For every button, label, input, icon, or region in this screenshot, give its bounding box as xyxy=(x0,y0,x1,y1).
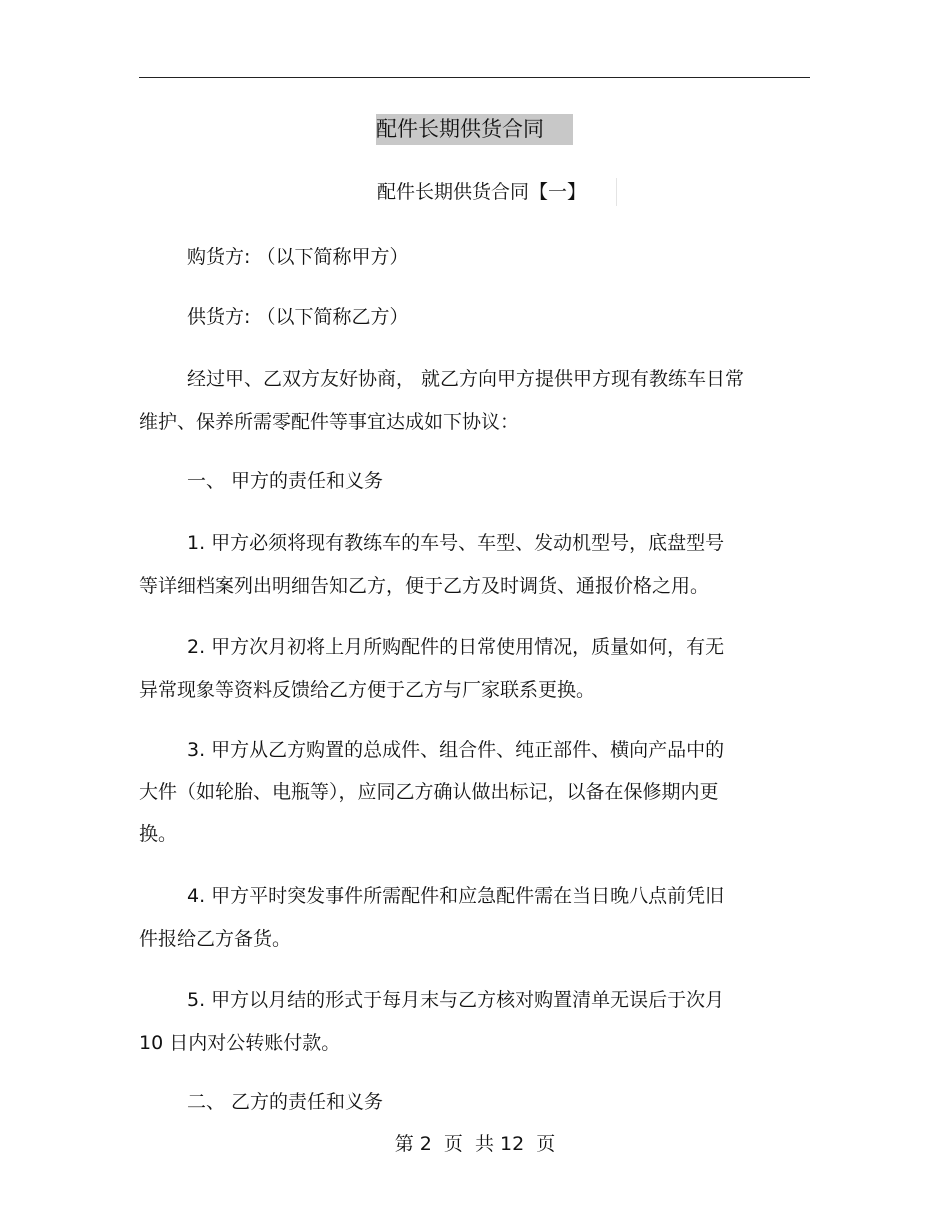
item-4-line-1: 4. 甲方平时突发事件所需配件和应急配件需在当日晚八点前凭旧 xyxy=(187,885,725,907)
item-3-line-3: 换。 xyxy=(139,823,178,845)
item-2-line-1: 2. 甲方次月初将上月所购配件的日常使用情况，质量如何，有无 xyxy=(187,636,725,658)
section-2-heading: 二、 乙方的责任和义务 xyxy=(187,1091,384,1113)
section-1-heading: 一、 甲方的责任和义务 xyxy=(187,470,384,492)
item-3-line-1: 3. 甲方从乙方购置的总成件、组合件、纯正部件、横向产品中的 xyxy=(187,739,725,761)
page-number-footer: 第 2 页 共 12 页 xyxy=(394,1133,556,1155)
header-rule xyxy=(139,77,810,78)
item-4-line-2: 件报给乙方备货。 xyxy=(139,928,292,950)
item-5-line-1: 5. 甲方以月结的形式于每月末与乙方核对购置清单无误后于次月 xyxy=(187,989,725,1011)
document-subtitle: 配件长期供货合同【一】 xyxy=(377,178,617,206)
supplier-line: 供货方: （以下简称乙方） xyxy=(187,306,409,328)
item-1-line-1: 1. 甲方必须将现有教练车的车号、车型、发动机型号，底盘型号 xyxy=(187,532,725,554)
item-2-line-2: 异常现象等资料反馈给乙方便于乙方与厂家联系更换。 xyxy=(139,679,596,701)
intro-line-1: 经过甲、乙双方友好协商， 就乙方向甲方提供甲方现有教练车日常 xyxy=(187,368,745,390)
intro-line-2: 维护、保养所需零配件等事宜达成如下协议： xyxy=(139,411,520,433)
buyer-line: 购货方: （以下简称甲方） xyxy=(187,246,409,268)
item-1-line-2: 等详细档案列出明细告知乙方，便于乙方及时调货、通报价格之用。 xyxy=(139,575,710,597)
document-title: 配件长期供货合同 xyxy=(376,114,573,145)
item-3-line-2: 大件（如轮胎、电瓶等），应同乙方确认做出标记，以备在保修期内更 xyxy=(139,781,719,803)
item-5-line-2: 10 日内对公转账付款。 xyxy=(139,1032,341,1054)
